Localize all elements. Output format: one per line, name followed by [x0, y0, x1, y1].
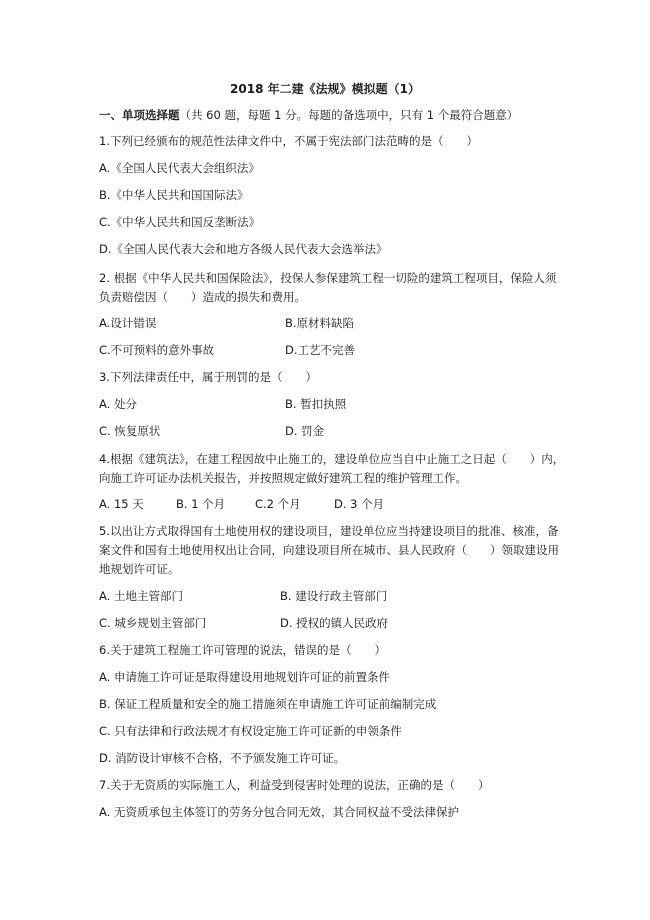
question-5-stem-line-1: 5.以出让方式取得国有土地使用权的建设项目，建设单位应当持建设项目的批准、核准，备 [99, 524, 559, 538]
question-4-option-b: B. 1 个月 [176, 497, 226, 511]
question-2-option-a: A.设计错误 [99, 316, 157, 330]
question-2-option-d: D.工艺不完善 [285, 343, 356, 357]
question-5-stem-line-2: 案文件和国有土地使用权出让合同，向建设项目所在城市、县人民政府（ ）领取建设用 [99, 543, 559, 557]
question-6-stem: 6.关于建筑工程施工许可管理的说法，错误的是（ ） [99, 643, 386, 657]
question-5-stem-line-3: 地规划许可证。 [99, 562, 180, 576]
question-4-option-d: D. 3 个月 [334, 497, 385, 511]
question-1-option-a: A.《全国人民代表大会组织法》 [99, 161, 260, 175]
question-5-option-c: C. 城乡规划主管部门 [99, 616, 207, 630]
question-4-stem-line-1: 4.根据《建筑法》，在建工程因故中止施工的，建设单位应当自中止施工之日起（ ）内， [99, 452, 565, 466]
question-2-option-c: C.不可预料的意外事故 [99, 343, 215, 357]
question-7-stem: 7.关于无资质的实际施工人，利益受到侵害时处理的说法，正确的是（ ） [99, 778, 490, 792]
question-1-option-d: D.《全国人民代表大会和地方各级人民代表大会选举法》 [99, 242, 388, 256]
question-4-option-c: C.2 个月 [255, 497, 301, 511]
section-title: 一、单项选择题 [99, 108, 180, 122]
question-5-option-a: A. 土地主管部门 [99, 589, 183, 603]
question-6-option-b: B. 保证工程质量和安全的施工措施须在申请施工许可证前编制完成 [99, 697, 437, 711]
question-1-option-c: C.《中华人民共和国反垄断法》 [99, 215, 261, 229]
question-6-option-c: C. 只有法律和行政法规才有权设定施工许可证新的申领条件 [99, 724, 402, 738]
question-6-option-a: A. 申请施工许可证是取得建设用地规划许可证的前置条件 [99, 670, 390, 684]
question-5-option-d: D. 授权的镇人民政府 [280, 616, 389, 630]
question-2-option-b: B.原材料缺陷 [285, 316, 355, 330]
question-2-stem-line-2: 负责赔偿因（ ）造成的损失和费用。 [99, 290, 306, 304]
question-7-option-a: A. 无资质承包主体签订的劳务分包合同无效，其合同权益不受法律保护 [99, 805, 459, 819]
question-3-stem: 3.下列法律责任中，属于刑罚的是（ ） [99, 370, 317, 384]
question-3-option-a: A. 处分 [99, 397, 137, 411]
question-5-option-b: B. 建设行政主管部门 [280, 589, 388, 603]
question-3-option-d: D. 罚金 [285, 424, 325, 438]
question-4-stem-line-2: 向施工许可证办法机关报告，并按照规定做好建筑工程的维护管理工作。 [99, 471, 467, 485]
document-title: 2018 年二建《法规》模拟题（1） [230, 82, 420, 96]
question-2-stem-line-1: 2. 根据《中华人民共和国保险法》，投保人参保建筑工程一切险的建筑工程项目，保险人须 [99, 271, 557, 285]
question-3-option-b: B. 暂扣执照 [285, 397, 347, 411]
section-note: （共 60 题，每题 1 分。每题的备选项中，只有 1 个最符合题意） [179, 108, 519, 122]
question-1-stem: 1.下列已经颁布的规范性法律文件中，不属于宪法部门法范畴的是（ ） [99, 134, 478, 148]
section-heading [99, 107, 579, 123]
question-6-option-d: D. 消防设计审核不合格，不予颁发施工许可证。 [99, 751, 346, 765]
question-1-option-b: B.《中华人民共和国国际法》 [99, 188, 249, 202]
question-3-option-c: C. 恢复原状 [99, 424, 161, 438]
question-4-option-a: A. 15 天 [99, 497, 144, 511]
